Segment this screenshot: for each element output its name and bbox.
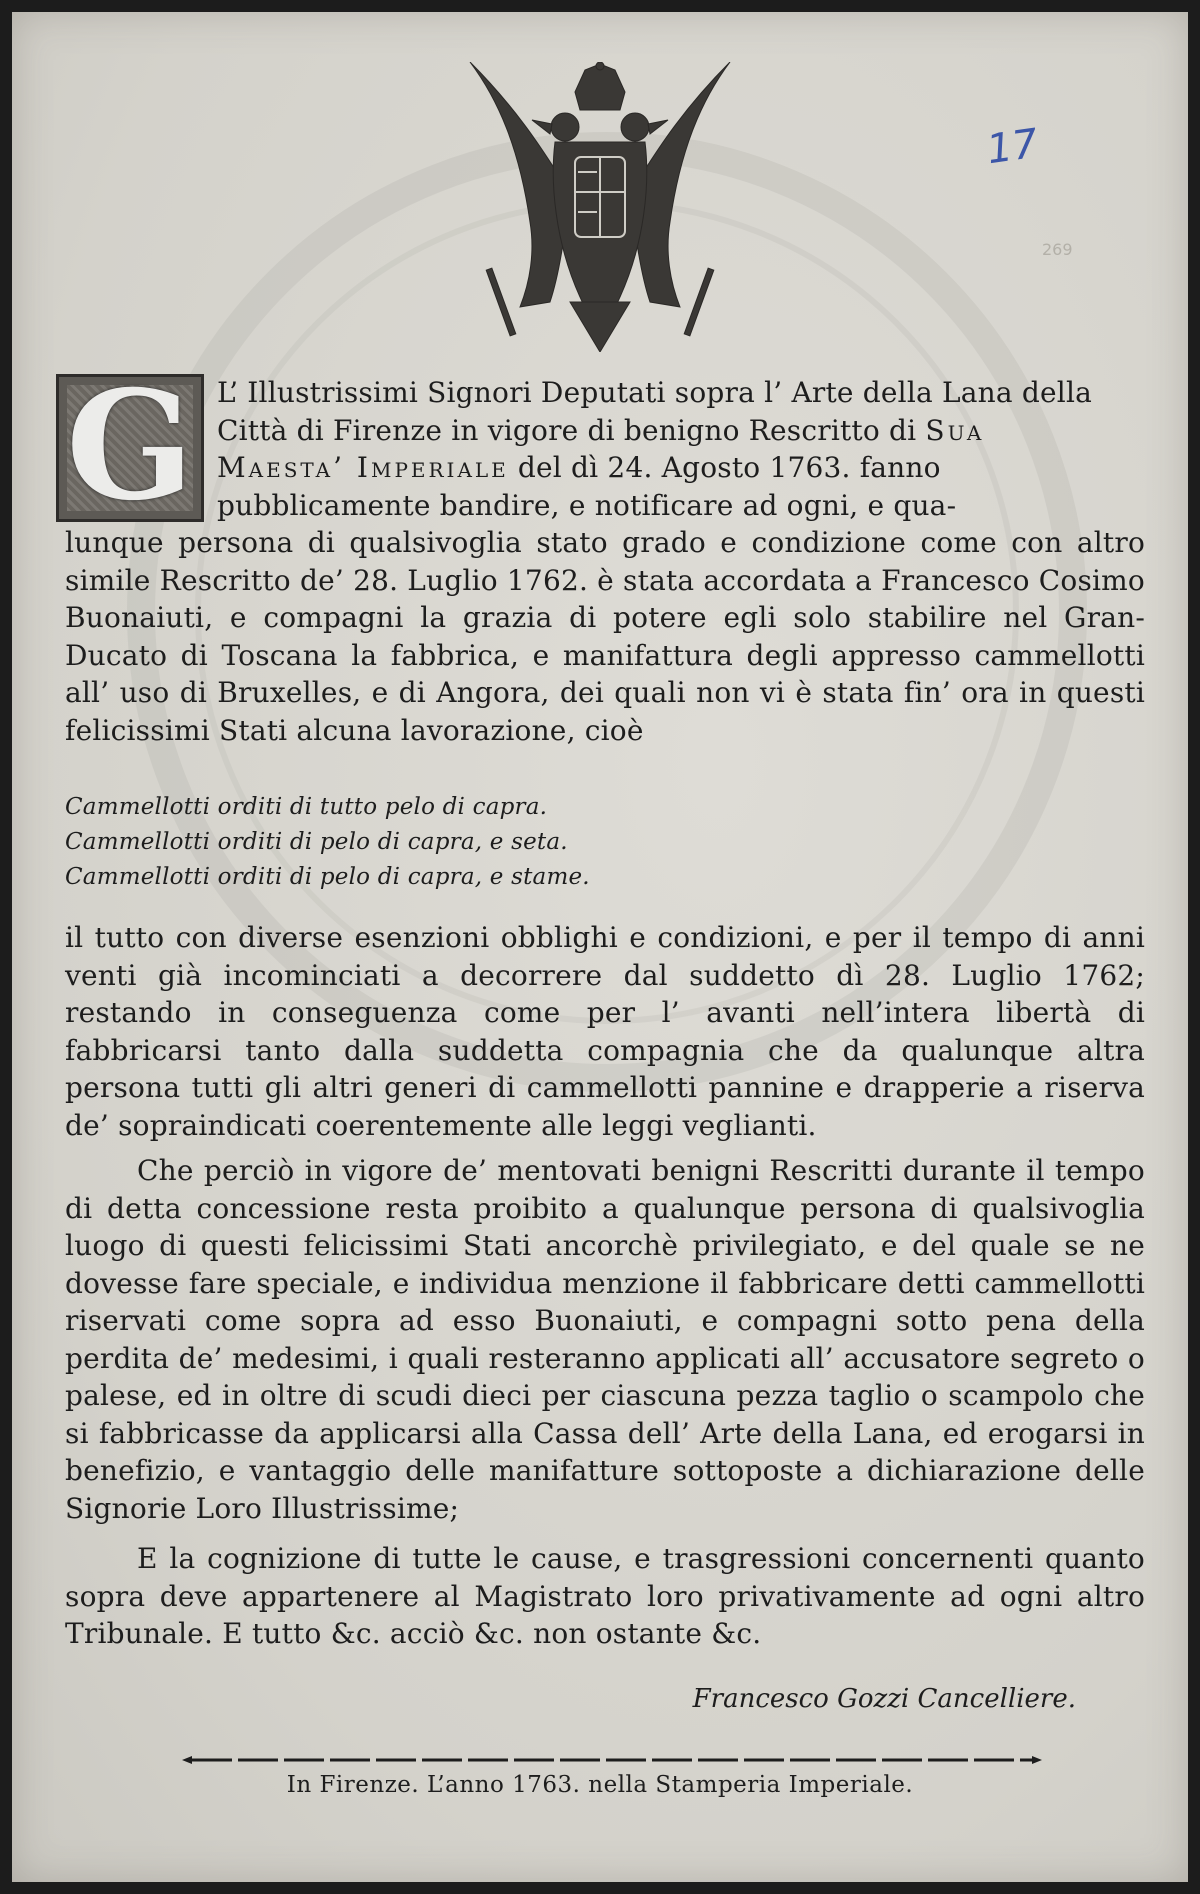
paragraph-prohibition: Che perciò in vigore de’ mentovati benigni Rescritti durante il tempo di detta concessione resta proibito a qualunque persona di qualsivoglia luogo di questi felicissimi Stati ancorchè privilegiato, e del quale se ne dovesse fare speciale, e individua menzione il fabbricare detti cammellotti riservati come sopra ad esso Buonaiuti, e compagni sotto pena della perdita de’ medesimi, i quali resteranno applicati all’ accusatore segreto o palese, ed in oltre di scudi dieci per ciascuna pezza taglio o scampolo che si fabbricasse da applicarsi alla Cassa dell’ Arte della Lana, ed erogarsi in benefizio, e vantaggio delle manifatture sottoposte a dichiarazione delle Signorie Loro Illustrissime; [65,1154,1145,1525]
fabric-list [65,790,765,895]
drop-cap-letter: G [65,358,195,534]
list-item: Cammellotti orditi di pelo di capra, e seta. [65,829,568,855]
list-item: Cammellotti orditi di pelo di capra, e stame. [65,864,590,890]
folio-number: 17 [984,120,1041,174]
signature-line: Francesco Gozzi Cancelliere. [692,1684,1076,1714]
imperial-eagle-crest [460,62,740,352]
intro-paragraph [65,374,1145,749]
document-page [12,12,1188,1882]
paragraph-conditions: il tutto con diverse esenzioni obblighi e condizioni, e per il tempo di anni venti già incominciati a decorrere dal suddetto dì 28. Luglio 1762; restando in conseguenza come per l’ avanti nell’intera libertà di fabbricarsi tanto dalla suddetta compagnia che da qualunque altra persona tutti gli altri generi di cammellotti pannine e drapperie a riserva de’ sopraindicati coerentemente alle leggi veglianti. [65,921,1145,1142]
paragraph-jurisdiction: E la cognizione di tutte le cause, e trasgressioni concernenti quanto sopra deve appartenere al Magistrato loro privativamente ad ogni altro Tribunale. E tutto &c. acciò &c. non ostante &c. [65,1542,1145,1650]
ornamental-rule [182,1756,1042,1764]
intro-line-2: Città di Firenze in vigore di benigno Rescritto di Sua [217,413,985,447]
intro-line-3: Maesta’ Imperiale del dì 24. Agosto 1763. fanno [217,451,941,484]
intro-line-4: pubblicamente bandire, e notificare ad ogni, e qua- [217,488,957,522]
intro-rest: lunque persona di qualsivoglia stato grado e condizione come con altro simile Rescritto de’ 28. Luglio 1762. è stata accordata a Francesco Cosimo Buonaiuti, e compagni la grazia di potere egli solo stabilire nel Gran-Ducato di Toscana la fabbrica, e manifattura degli appresso cammellotti all’ uso di Bruxelles, e di Angora, dei quali non vi è stata fin’ ora in questi felicissimi Stati alcuna lavorazione, cioè [65,526,1145,747]
imprint-line: In Firenze. L’anno 1763. nella Stamperia Imperiale. [286,1772,914,1798]
list-item: Cammellotti orditi di tutto pelo di capra. [65,794,548,820]
bleed-through-number: 269 [1042,240,1073,259]
intro-line-1: L’ Illustrissimi Signori Deputati sopra l’ Arte della Lana della [217,376,1092,409]
